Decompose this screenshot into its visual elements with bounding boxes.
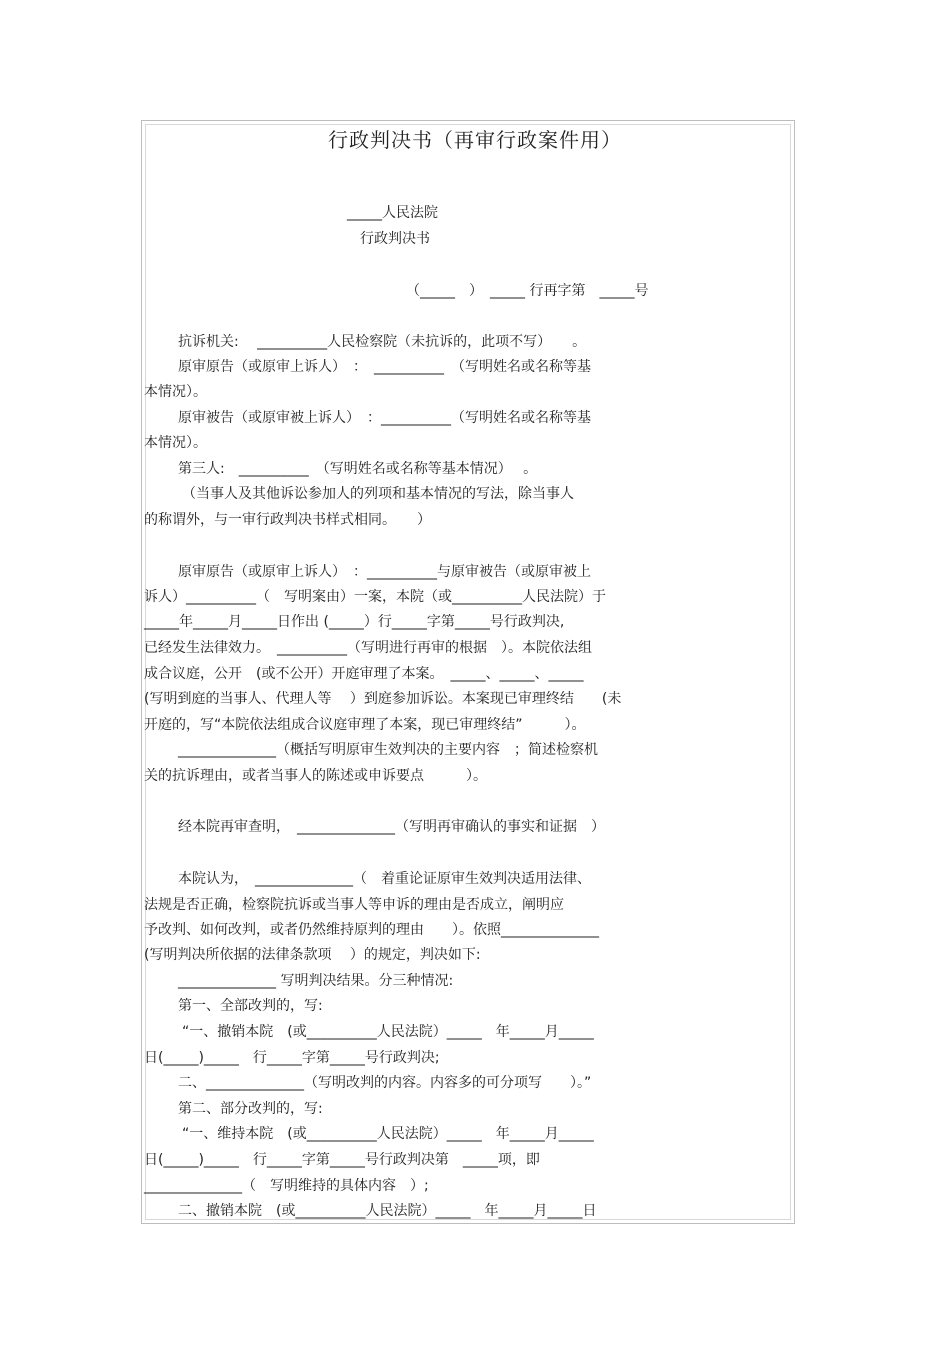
document-type: 行政判决书 xyxy=(360,231,430,247)
body-line: ______________（概括写明原审生效判决的主要内容 ；简述检察机 xyxy=(178,742,598,758)
body-line: 成合议庭，公开 (或不公开）开庭审理了本案。 _____、_____、_____ xyxy=(144,666,584,682)
body-line: 本情况）。 xyxy=(144,384,207,400)
court-name-line: _____人民法院 xyxy=(347,205,438,221)
body-line: 开庭的，写“本院依法组成合议庭审理了本案，现已审理终结” ）。 xyxy=(144,717,586,733)
body-line: (写明到庭的当事人、代理人等 ）到庭参加诉讼。本案现已审理终结 (未 xyxy=(144,691,622,707)
body-line: 二、______________（写明改判的内容。内容多的可分项写 ）。” xyxy=(178,1075,592,1091)
body-line: 原审原告（或原审上诉人） ：__________与原审被告（或原审被上 xyxy=(178,564,591,580)
body-line: ______________ 写明判决结果。分三种情况: xyxy=(178,973,454,989)
body-line: 予改判、如何改判，或者仍然维持原判的理由 ）。依照______________ xyxy=(144,922,599,938)
body-line: 本情况）。 xyxy=(144,435,207,451)
body-line: “一、维持本院 (或__________人民法院）_____ 年_____月_____ xyxy=(182,1126,594,1142)
body-line: 本院认为， ______________（ 着重论证原审生效判决适用法律、 xyxy=(178,871,591,887)
body-line: （当事人及其他诉讼参加人的列项和基本情况的写法，除当事人 xyxy=(182,486,574,502)
body-line: 经本院再审查明， ______________（写明再审确认的事实和证据 ） xyxy=(178,819,605,835)
body-line: 的称谓外，与一审行政判决书样式相同。 ） xyxy=(144,512,431,528)
body-line: 第一、全部改判的，写: xyxy=(178,998,323,1014)
body-line: 关的抗诉理由，或者当事人的陈述或申诉要点 ）。 xyxy=(144,768,487,784)
body-line: 第二、部分改判的，写: xyxy=(178,1101,323,1117)
body-line: 日(_____)_____ 行_____字第_____号行政判决第 _____项，即 xyxy=(144,1152,540,1168)
body-line: (写明判决所依据的法律条款项 ）的规定，判决如下: xyxy=(144,947,481,963)
body-line: ______________（ 写明维持的具体内容 ）; xyxy=(144,1178,429,1194)
body-line: 二、撤销本院 (或__________人民法院）_____ 年_____月_____日 xyxy=(178,1203,597,1219)
body-line: 原审原告（或原审上诉人） ： __________ （写明姓名或名称等基 xyxy=(178,359,591,375)
body-line: 法规是否正确，检察院抗诉或当事人等申诉的理由是否成立，阐明应 xyxy=(144,897,564,913)
document-title: 行政判决书（再审行政案件用） xyxy=(328,128,622,152)
body-line: 已经发生法律效力。 __________（写明进行再审的根据 ）。本院依法组 xyxy=(144,640,592,656)
body-line: “一、撤销本院 (或__________人民法院）_____ 年_____月_____ xyxy=(182,1024,594,1040)
body-line: 日(_____)_____ 行_____字第_____号行政判决; xyxy=(144,1050,440,1066)
body-line: 原审被告（或原审被上诉人） ：__________（写明姓名或名称等基 xyxy=(178,410,591,426)
body-line: 抗诉机关: __________人民检察院（未抗诉的，此项不写） 。 xyxy=(178,334,587,350)
body-line: 第三人: __________ （写明姓名或名称等基本情况） 。 xyxy=(178,461,538,477)
body-line: _____年_____月_____日作出 (_____）行_____字第_____号行政判决, xyxy=(144,614,565,630)
case-number: （_____ ） _____ 行再字第 _____号 xyxy=(406,283,649,299)
body-line: 诉人）__________（ 写明案由）一案，本院（或__________人民法院）于 xyxy=(144,589,606,605)
